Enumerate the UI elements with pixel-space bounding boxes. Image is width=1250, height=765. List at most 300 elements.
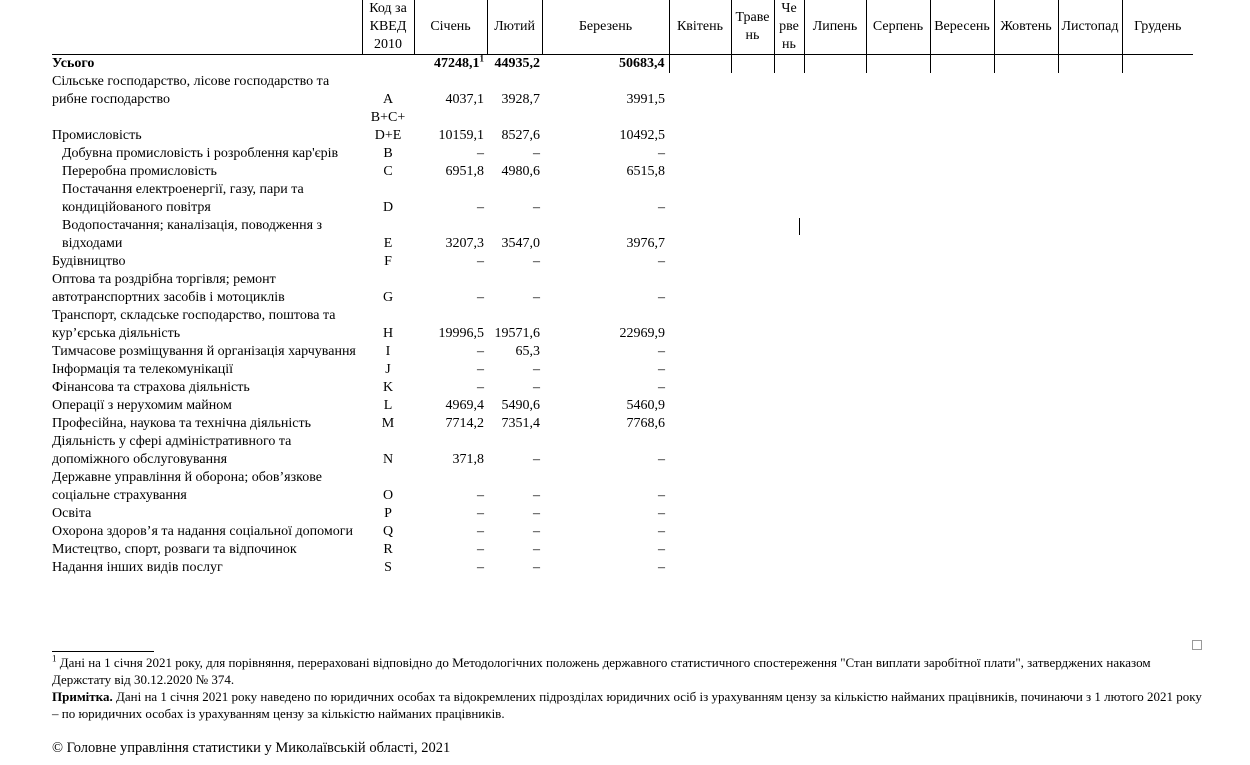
empty-month-cell xyxy=(1058,163,1122,181)
empty-month-cell xyxy=(930,55,994,74)
empty-month-cell xyxy=(1058,415,1122,433)
value-jan-text: – xyxy=(477,200,484,215)
value-jan xyxy=(414,505,487,523)
empty-month-cell xyxy=(731,361,774,379)
value-mar: – xyxy=(658,254,665,269)
note-label: Примітка. xyxy=(52,689,113,704)
empty-month-cell xyxy=(1058,145,1122,163)
empty-month-cell xyxy=(1058,109,1122,145)
table-header-row xyxy=(52,0,1193,55)
kved-code: A xyxy=(382,92,394,107)
empty-month-cell xyxy=(866,523,930,541)
table-row xyxy=(52,163,1193,181)
empty-month-cell xyxy=(774,307,804,343)
value-feb: – xyxy=(533,290,540,305)
empty-month-cell xyxy=(930,505,994,523)
value-jan xyxy=(414,307,487,343)
value-feb: 65,3 xyxy=(515,344,540,359)
empty-month-cell xyxy=(669,253,731,271)
value-feb: 3928,7 xyxy=(501,92,540,107)
empty-month-cell xyxy=(804,145,866,163)
empty-month-cell xyxy=(1122,397,1193,415)
text-cursor xyxy=(799,218,800,235)
empty-month-cell xyxy=(866,559,930,577)
empty-month-cell xyxy=(866,271,930,307)
empty-month-cell xyxy=(930,217,994,253)
header-feb: Лютий xyxy=(487,0,542,55)
activity-name: Інформація та телекомунікації xyxy=(52,362,233,377)
empty-month-cell xyxy=(866,109,930,145)
empty-month-cell xyxy=(930,523,994,541)
value-jan xyxy=(414,343,487,361)
empty-month-cell xyxy=(930,163,994,181)
empty-month-cell xyxy=(994,271,1058,307)
table-row xyxy=(52,541,1193,559)
value-mar: – xyxy=(658,380,665,395)
empty-month-cell xyxy=(930,469,994,505)
table-row xyxy=(52,559,1193,577)
empty-month-cell xyxy=(1122,307,1193,343)
value-jan xyxy=(414,145,487,163)
value-feb: – xyxy=(533,542,540,557)
value-mar: 3991,5 xyxy=(626,92,665,107)
empty-month-cell xyxy=(731,379,774,397)
value-jan-text: – xyxy=(477,560,484,575)
value-mar: 5460,9 xyxy=(626,398,665,413)
empty-month-cell xyxy=(669,505,731,523)
empty-month-cell xyxy=(731,271,774,307)
empty-month-cell xyxy=(1122,361,1193,379)
empty-month-cell xyxy=(866,307,930,343)
value-jan-text: – xyxy=(477,254,484,269)
kved-code: E xyxy=(383,236,393,251)
kved-code: S xyxy=(384,560,392,575)
empty-month-cell xyxy=(669,217,731,253)
activity-name: Транспорт, складське господарство, поштова та кур’єрська діяльність xyxy=(52,308,336,341)
empty-month-cell xyxy=(774,253,804,271)
empty-month-cell xyxy=(1058,181,1122,217)
empty-month-cell xyxy=(669,145,731,163)
activity-name: Постачання електроенергії, газу, пари та кондиційованого повітря xyxy=(62,182,304,215)
empty-month-cell xyxy=(804,469,866,505)
value-mar: 6515,8 xyxy=(626,164,665,179)
value-jan xyxy=(414,541,487,559)
empty-month-cell xyxy=(930,181,994,217)
empty-month-cell xyxy=(994,559,1058,577)
empty-month-cell xyxy=(731,217,774,253)
value-jan-text: – xyxy=(477,344,484,359)
empty-month-cell xyxy=(866,397,930,415)
empty-month-cell xyxy=(930,541,994,559)
empty-month-cell xyxy=(774,559,804,577)
footnote-marker: 1 xyxy=(52,653,57,664)
kved-code: I xyxy=(385,344,391,359)
empty-month-cell xyxy=(804,109,866,145)
empty-month-cell xyxy=(930,271,994,307)
activity-name: Операції з нерухомим майном xyxy=(52,398,232,413)
value-mar: 7768,6 xyxy=(626,416,665,431)
note-text: Дані на 1 січня 2021 року наведено по юридичних особах та відокремлених підрозділах юридичних осіб із урахуванням цензу за кількістю найманих працівників, починаючи з 1 лютого 2021 року – по юридичних особах із урахуванням цензу за кількістю найманих працівників. xyxy=(52,689,1202,721)
empty-month-cell xyxy=(1058,379,1122,397)
empty-month-cell xyxy=(669,361,731,379)
empty-month-cell xyxy=(731,559,774,577)
empty-month-cell xyxy=(930,415,994,433)
empty-month-cell xyxy=(994,181,1058,217)
value-feb: – xyxy=(533,524,540,539)
empty-month-cell xyxy=(1058,361,1122,379)
value-jan xyxy=(414,379,487,397)
empty-month-cell xyxy=(1122,109,1193,145)
kved-code: H xyxy=(382,326,394,341)
empty-month-cell xyxy=(1122,523,1193,541)
activity-name: Освіта xyxy=(52,506,92,521)
empty-month-cell xyxy=(866,73,930,109)
value-mar: – xyxy=(658,146,665,161)
value-feb: 3547,0 xyxy=(501,236,540,251)
value-feb: 19571,6 xyxy=(494,326,540,341)
value-jan xyxy=(414,433,487,469)
value-feb: – xyxy=(533,380,540,395)
empty-month-cell xyxy=(1122,415,1193,433)
header-jun: Че рве нь xyxy=(774,0,804,55)
empty-month-cell xyxy=(1058,217,1122,253)
activity-name: Добувна промисловість і розроблення кар'єрів xyxy=(62,146,339,161)
value-jan-text: – xyxy=(477,542,484,557)
empty-month-cell xyxy=(774,397,804,415)
header-jan: Січень xyxy=(414,0,487,55)
empty-month-cell xyxy=(994,163,1058,181)
empty-month-cell xyxy=(930,361,994,379)
value-jan-text: – xyxy=(477,506,484,521)
value-jan xyxy=(414,181,487,217)
value-jan xyxy=(414,361,487,379)
empty-month-cell xyxy=(994,55,1058,74)
empty-month-cell xyxy=(866,253,930,271)
value-mar: 50683,4 xyxy=(619,56,665,71)
table-row xyxy=(52,415,1193,433)
empty-month-cell xyxy=(1122,559,1193,577)
value-jan-text: 7714,2 xyxy=(445,416,484,431)
empty-month-cell xyxy=(1122,379,1193,397)
empty-month-cell xyxy=(994,541,1058,559)
kved-code: N xyxy=(382,452,394,467)
empty-month-cell xyxy=(1058,469,1122,505)
value-jan-text: – xyxy=(477,488,484,503)
empty-month-cell xyxy=(804,379,866,397)
empty-month-cell xyxy=(774,415,804,433)
footnote-divider xyxy=(52,651,154,652)
value-feb: – xyxy=(533,488,540,503)
table-row xyxy=(52,397,1193,415)
activity-name: Будівництво xyxy=(52,254,126,269)
empty-month-cell xyxy=(1122,181,1193,217)
empty-month-cell xyxy=(994,523,1058,541)
table-row xyxy=(52,145,1193,163)
empty-month-cell xyxy=(866,433,930,469)
empty-month-cell xyxy=(731,523,774,541)
kved-code: O xyxy=(382,488,394,503)
header-code: Код за КВЕД 2010 xyxy=(362,0,414,55)
empty-month-cell xyxy=(994,415,1058,433)
empty-month-cell xyxy=(774,523,804,541)
empty-month-cell xyxy=(669,559,731,577)
header-jul: Липень xyxy=(804,0,866,55)
value-feb: 8527,6 xyxy=(501,128,540,143)
empty-month-cell xyxy=(804,541,866,559)
empty-month-cell xyxy=(669,343,731,361)
empty-month-cell xyxy=(866,469,930,505)
value-mar: – xyxy=(658,542,665,557)
value-jan-text: 19996,5 xyxy=(438,326,484,341)
activity-name: Усього xyxy=(52,56,95,71)
empty-month-cell xyxy=(731,505,774,523)
empty-month-cell xyxy=(731,181,774,217)
kved-code: P xyxy=(384,506,392,521)
empty-month-cell xyxy=(1122,163,1193,181)
empty-month-cell xyxy=(1122,541,1193,559)
empty-month-cell xyxy=(774,163,804,181)
activity-name: Переробна промисловість xyxy=(62,164,217,179)
value-feb: – xyxy=(533,146,540,161)
copyright: © Головне управління статистики у Миколаївській області, 2021 xyxy=(52,740,451,756)
table-row xyxy=(52,217,1193,253)
empty-month-cell xyxy=(774,469,804,505)
value-mar: – xyxy=(658,200,665,215)
empty-month-cell xyxy=(994,307,1058,343)
empty-month-cell xyxy=(804,397,866,415)
empty-month-cell xyxy=(994,433,1058,469)
value-jan xyxy=(414,397,487,415)
value-feb: 4980,6 xyxy=(501,164,540,179)
empty-month-cell xyxy=(669,271,731,307)
empty-month-cell xyxy=(731,343,774,361)
value-mar: – xyxy=(658,488,665,503)
empty-month-cell xyxy=(1122,343,1193,361)
empty-month-cell xyxy=(866,343,930,361)
empty-month-cell xyxy=(866,361,930,379)
value-mar: 3976,7 xyxy=(626,236,665,251)
value-feb: – xyxy=(533,452,540,467)
kved-code: L xyxy=(383,398,393,413)
value-mar: 22969,9 xyxy=(619,326,665,341)
table-row xyxy=(52,505,1193,523)
empty-month-cell xyxy=(804,307,866,343)
empty-month-cell xyxy=(1122,271,1193,307)
value-jan xyxy=(414,415,487,433)
kved-code: M xyxy=(381,416,395,431)
empty-month-cell xyxy=(994,469,1058,505)
empty-month-cell xyxy=(1058,397,1122,415)
empty-month-cell xyxy=(804,343,866,361)
empty-month-cell xyxy=(669,307,731,343)
value-jan xyxy=(414,163,487,181)
value-feb: – xyxy=(533,254,540,269)
empty-month-cell xyxy=(731,541,774,559)
empty-month-cell xyxy=(930,145,994,163)
empty-month-cell xyxy=(731,109,774,145)
empty-month-cell xyxy=(669,433,731,469)
empty-month-cell xyxy=(774,343,804,361)
value-jan xyxy=(414,523,487,541)
activity-name: Оптова та роздрібна торгівля; ремонт автотранспортних засобів і мотоциклів xyxy=(52,272,285,305)
empty-month-cell xyxy=(994,109,1058,145)
empty-month-cell xyxy=(1058,523,1122,541)
empty-month-cell xyxy=(1058,433,1122,469)
value-feb: – xyxy=(533,362,540,377)
empty-month-cell xyxy=(1122,55,1193,74)
empty-month-cell xyxy=(804,271,866,307)
empty-month-cell xyxy=(1058,73,1122,109)
empty-month-cell xyxy=(1058,505,1122,523)
empty-month-cell xyxy=(804,253,866,271)
kved-code: R xyxy=(383,542,393,557)
table-row xyxy=(52,343,1193,361)
value-jan xyxy=(414,271,487,307)
empty-month-cell xyxy=(804,361,866,379)
empty-month-cell xyxy=(1058,343,1122,361)
activity-name: Охорона здоров’я та надання соціальної допомоги xyxy=(52,524,353,539)
empty-month-cell xyxy=(804,559,866,577)
value-mar: – xyxy=(658,524,665,539)
value-feb: – xyxy=(533,560,540,575)
kved-code: F xyxy=(384,254,392,269)
value-feb: 44935,2 xyxy=(494,56,540,71)
table-row xyxy=(52,109,1193,145)
resize-handle-icon[interactable] xyxy=(1192,640,1202,650)
empty-month-cell xyxy=(930,559,994,577)
empty-month-cell xyxy=(774,55,804,74)
empty-month-cell xyxy=(669,469,731,505)
empty-month-cell xyxy=(866,505,930,523)
value-jan-text: – xyxy=(477,380,484,395)
empty-month-cell xyxy=(1122,433,1193,469)
table-row xyxy=(52,433,1193,469)
empty-month-cell xyxy=(1122,217,1193,253)
empty-month-cell xyxy=(1122,469,1193,505)
empty-month-cell xyxy=(994,397,1058,415)
value-jan xyxy=(414,253,487,271)
value-jan xyxy=(414,73,487,109)
empty-month-cell xyxy=(804,217,866,253)
empty-month-cell xyxy=(930,109,994,145)
empty-month-cell xyxy=(774,271,804,307)
empty-month-cell xyxy=(669,379,731,397)
activity-name: Надання інших видів послуг xyxy=(52,560,223,575)
activity-name: Тимчасове розміщування й організація харчування xyxy=(52,344,356,359)
value-jan-text: – xyxy=(477,290,484,305)
value-jan xyxy=(414,55,487,74)
empty-month-cell xyxy=(804,163,866,181)
empty-month-cell xyxy=(731,433,774,469)
value-mar: – xyxy=(658,344,665,359)
empty-month-cell xyxy=(994,253,1058,271)
table-row xyxy=(52,73,1193,109)
header-activity xyxy=(52,0,362,55)
table-row xyxy=(52,253,1193,271)
empty-month-cell xyxy=(731,307,774,343)
kved-code: C xyxy=(383,164,393,179)
table-row xyxy=(52,379,1193,397)
value-feb: – xyxy=(533,200,540,215)
empty-month-cell xyxy=(930,73,994,109)
empty-month-cell xyxy=(994,361,1058,379)
empty-month-cell xyxy=(731,397,774,415)
empty-month-cell xyxy=(804,73,866,109)
empty-month-cell xyxy=(731,469,774,505)
empty-month-cell xyxy=(930,253,994,271)
empty-month-cell xyxy=(669,55,731,74)
value-jan-text: 4969,4 xyxy=(445,398,484,413)
empty-month-cell xyxy=(866,379,930,397)
empty-month-cell xyxy=(1122,253,1193,271)
empty-month-cell xyxy=(774,181,804,217)
header-aug: Серпень xyxy=(866,0,930,55)
empty-month-cell xyxy=(1058,271,1122,307)
value-feb: 5490,6 xyxy=(501,398,540,413)
empty-month-cell xyxy=(731,163,774,181)
kved-code: K xyxy=(382,380,394,395)
empty-month-cell xyxy=(1058,55,1122,74)
kved-code: J xyxy=(385,362,391,377)
empty-month-cell xyxy=(994,217,1058,253)
kved-code: D xyxy=(382,200,394,215)
empty-month-cell xyxy=(731,55,774,74)
table-row xyxy=(52,55,1193,74)
empty-month-cell xyxy=(669,181,731,217)
empty-month-cell xyxy=(804,505,866,523)
empty-month-cell xyxy=(866,55,930,74)
empty-month-cell xyxy=(731,145,774,163)
empty-month-cell xyxy=(866,145,930,163)
empty-month-cell xyxy=(669,73,731,109)
value-mar: – xyxy=(658,290,665,305)
value-mar: 10492,5 xyxy=(619,128,665,143)
empty-month-cell xyxy=(804,415,866,433)
empty-month-cell xyxy=(669,523,731,541)
empty-month-cell xyxy=(1122,505,1193,523)
empty-month-cell xyxy=(731,73,774,109)
header-dec: Грудень xyxy=(1122,0,1193,55)
empty-month-cell xyxy=(669,541,731,559)
empty-month-cell xyxy=(1058,307,1122,343)
empty-month-cell xyxy=(669,415,731,433)
table-row xyxy=(52,361,1193,379)
empty-month-cell xyxy=(1058,253,1122,271)
value-jan-text: 47248,1 xyxy=(434,56,480,71)
activity-name: Фінансова та страхова діяльність xyxy=(52,380,250,395)
header-nov: Листопад xyxy=(1058,0,1122,55)
empty-month-cell xyxy=(994,379,1058,397)
footnote-text: Дані на 1 січня 2021 року, для порівняння, перераховані відповідно до Методологічних положень державного статистичного спостереження "Стан виплати заробітної плати", затверджених наказом Держстату від 30.12.2020 № 374. xyxy=(52,655,1151,687)
empty-month-cell xyxy=(774,73,804,109)
table-row xyxy=(52,307,1193,343)
empty-month-cell xyxy=(774,361,804,379)
footnote xyxy=(52,654,1202,688)
value-feb: 7351,4 xyxy=(501,416,540,431)
table-row xyxy=(52,271,1193,307)
empty-month-cell xyxy=(930,379,994,397)
activity-name: Сільське господарство, лісове господарство та рибне господарство xyxy=(52,74,330,107)
value-jan-text: – xyxy=(477,146,484,161)
value-jan-text: 10159,1 xyxy=(438,128,484,143)
header-sep: Вересень xyxy=(930,0,994,55)
header-apr: Квітень xyxy=(669,0,731,55)
empty-month-cell xyxy=(774,109,804,145)
value-jan-text: 371,8 xyxy=(452,452,484,467)
activity-name: Промисловість xyxy=(52,128,142,143)
empty-month-cell xyxy=(774,541,804,559)
value-jan-text: – xyxy=(477,524,484,539)
